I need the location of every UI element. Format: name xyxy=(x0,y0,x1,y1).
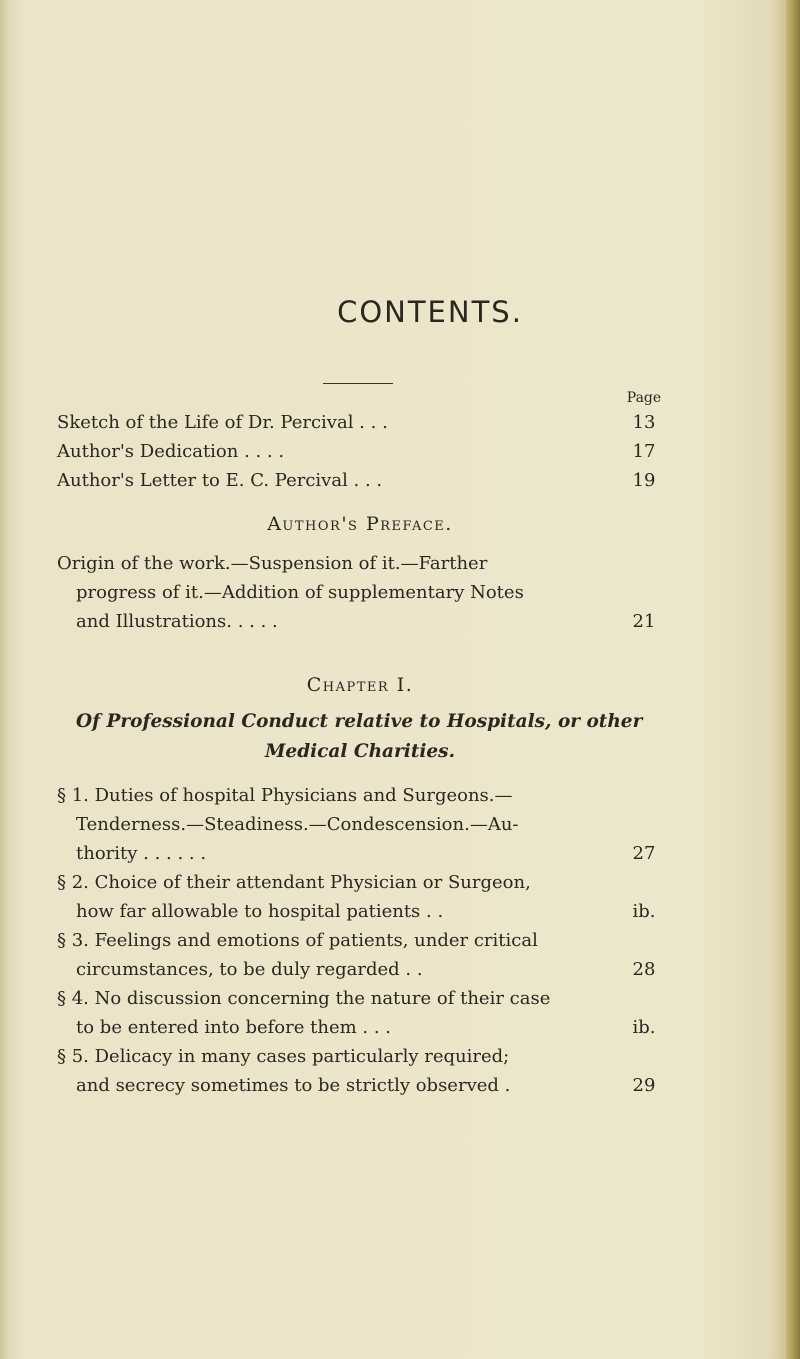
section-line: circumstances, to be duly regarded . . xyxy=(76,959,423,980)
page-right-edge xyxy=(786,0,800,1359)
section-page: 28 xyxy=(632,959,656,980)
section-page: ib. xyxy=(632,1017,656,1038)
section-line: thority . . . . . . xyxy=(76,843,207,864)
section-page: 27 xyxy=(632,843,656,864)
toc-entry-text: Author's Letter to E. C. Percival . . . xyxy=(57,470,383,491)
section-page: ib. xyxy=(632,901,656,922)
preface-page: 21 xyxy=(632,611,656,632)
preface-line: Origin of the work.—Suspension of it.—Farther xyxy=(57,553,488,574)
chapter-subtitle: Medical Charities. xyxy=(264,741,456,762)
toc-entry-text: Author's Dedication . . . . xyxy=(57,441,285,462)
preface-line: progress of it.—Addition of supplementary Notes xyxy=(76,582,524,603)
toc-entry-page: 17 xyxy=(632,441,656,462)
preface-line: and Illustrations. . . . . xyxy=(76,611,278,632)
section-page: 29 xyxy=(632,1075,656,1096)
preface-heading: Author's Preface. xyxy=(267,513,453,535)
page-column-header: Page xyxy=(626,390,662,406)
section-line: § 5. Delicacy in many cases particularly required; xyxy=(57,1046,510,1067)
toc-entry-page: 13 xyxy=(632,412,656,433)
contents-heading: CONTENTS. xyxy=(337,295,523,329)
section-line: § 4. No discussion concerning the nature of their case xyxy=(57,988,551,1009)
chapter-subtitle: Of Professional Conduct relative to Hospitals, or other xyxy=(76,711,643,732)
chapter-heading: Chapter I. xyxy=(306,674,414,696)
section-line: to be entered into before them . . . xyxy=(76,1017,391,1038)
section-line: § 3. Feelings and emotions of patients, under critical xyxy=(57,930,538,951)
section-line: § 1. Duties of hospital Physicians and Surgeons.— xyxy=(57,785,513,806)
section-line: how far allowable to hospital patients . . xyxy=(76,901,444,922)
heading-rule xyxy=(323,383,393,384)
section-line: and secrecy sometimes to be strictly observed . xyxy=(76,1075,511,1096)
toc-entry-text: Sketch of the Life of Dr. Percival . . . xyxy=(57,412,388,433)
section-line: § 2. Choice of their attendant Physician or Surgeon, xyxy=(57,872,531,893)
section-line: Tenderness.—Steadiness.—Condescension.—Au- xyxy=(76,814,519,835)
toc-entry-page: 19 xyxy=(632,470,656,491)
